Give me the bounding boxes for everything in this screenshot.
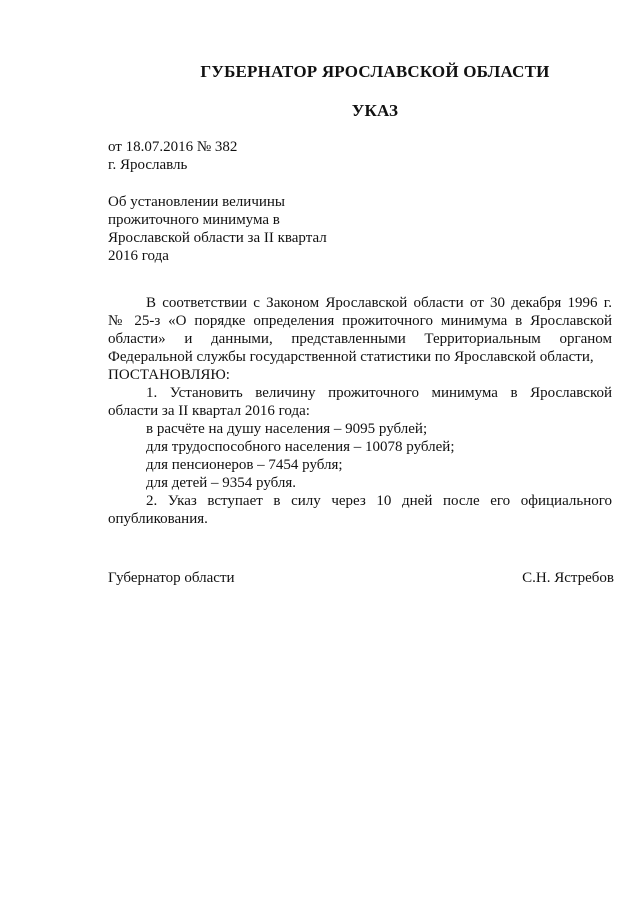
authority-heading: ГУБЕРНАТОР ЯРОСЛАВСКОЙ ОБЛАСТИ: [200, 62, 550, 81]
preamble-line: области» и данными, представленными Территориальным органом: [108, 331, 612, 347]
date-number: от 18.07.2016 № 382: [108, 139, 238, 155]
value-line: в расчёте на душу населения – 9095 рублей;: [146, 421, 428, 437]
document-type-heading: УКАЗ: [351, 101, 399, 120]
preamble-line: Федеральной службы государственной статистики по Ярославской области,: [108, 349, 594, 365]
item1-line: 1. Установить величину прожиточного минимума в Ярославской: [146, 385, 612, 401]
item1-line: области за II квартал 2016 года:: [108, 403, 310, 419]
place: г. Ярославль: [108, 157, 188, 173]
preamble-line: № 25-з «О порядке определения прожиточного минимума в Ярославской: [108, 313, 612, 329]
document-meta: [108, 138, 237, 174]
preamble-line: В соответствии с Законом Ярославской области от 30 декабря 1996 г.: [146, 295, 612, 311]
item2-line: опубликования.: [108, 511, 208, 527]
value-line: для трудоспособного населения – 10078 рублей;: [146, 439, 455, 455]
subject-line: Ярославской области за II квартал: [108, 230, 327, 246]
subject-line: Об установлении величины: [108, 194, 285, 210]
subject-line: 2016 года: [108, 248, 169, 264]
value-line: для пенсионеров – 7454 рубля;: [146, 457, 343, 473]
item2-line: 2. Указ вступает в силу через 10 дней после его официального: [146, 493, 612, 509]
signature-name: С.Н. Ястребов: [522, 570, 614, 586]
document-subject: [108, 193, 327, 265]
signature-position: Губернатор области: [108, 570, 235, 586]
subject-line: прожиточного минимума в: [108, 212, 280, 228]
document-body: [108, 294, 612, 528]
decree-word: ПОСТАНОВЛЯЮ:: [108, 367, 230, 383]
value-line: для детей – 9354 рубля.: [146, 475, 297, 491]
